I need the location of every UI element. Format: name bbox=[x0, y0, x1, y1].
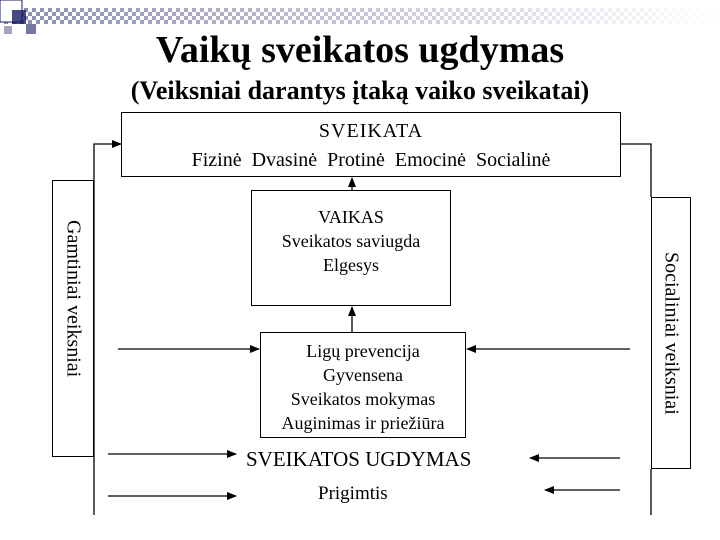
nature-label: Prigimtis bbox=[318, 483, 388, 504]
education-box-line: Ligų prevencija bbox=[306, 341, 420, 361]
child-box-line: Sveikatos saviugda bbox=[281, 231, 421, 251]
child-box-line: VAIKAS bbox=[318, 207, 384, 227]
education-box bbox=[260, 332, 466, 438]
education-box-line: Gyvensena bbox=[323, 365, 403, 385]
page-title: Vaikų sveikatos ugdymas bbox=[155, 29, 565, 71]
health-box bbox=[121, 112, 621, 177]
child-box-line: Elgesys bbox=[323, 255, 379, 275]
health-education-label: SVEIKATOS UGDYMAS bbox=[246, 447, 472, 471]
social-factors-label-wrap bbox=[651, 197, 691, 469]
natural-factors-label: Gamtiniai veiksniai bbox=[62, 220, 85, 378]
health-dimensions: Fizinė Dvasinė Protinė Emocinė Socialinė bbox=[191, 149, 551, 171]
health-heading: SVEIKATA bbox=[318, 120, 424, 142]
page-subtitle: (Veiksniai darantys įtaką vaiko sveikatai) bbox=[130, 76, 590, 105]
education-box-line: Sveikatos mokymas bbox=[290, 389, 436, 409]
left-feedback-line bbox=[94, 144, 121, 515]
child-box bbox=[251, 190, 451, 306]
right-feedback-line bbox=[621, 144, 651, 515]
natural-factors-label-wrap bbox=[52, 180, 94, 457]
education-box-line: Auginimas ir priežiūra bbox=[281, 413, 445, 433]
social-factors-label: Socialiniai veiksniai bbox=[660, 251, 683, 415]
